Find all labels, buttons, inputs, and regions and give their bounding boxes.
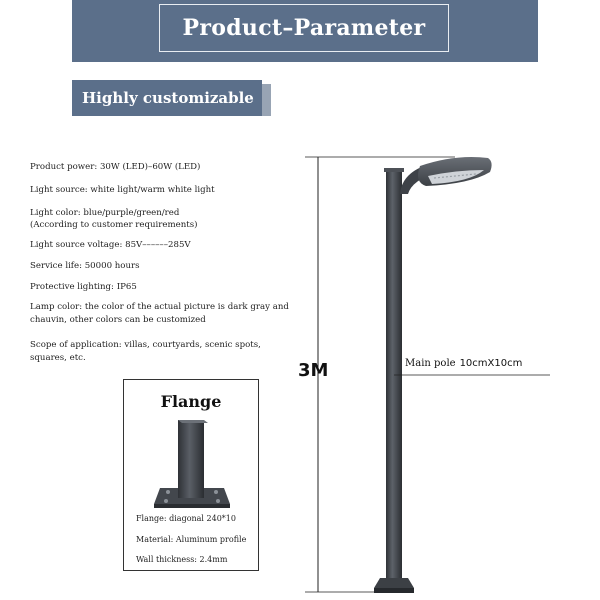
flange-plate-edge: [154, 504, 230, 508]
spec-scope: Scope of application: villas, courtyards, scenic spots,: [30, 340, 261, 350]
header-banner: [72, 0, 538, 62]
spec-scope-cont: squares, etc.: [30, 353, 86, 363]
spec-lamp-color-cont: chauvin, other colors can be customized: [30, 315, 206, 325]
flange-panel: [123, 379, 259, 571]
lamp-arm: [400, 164, 438, 194]
lamp-head: [418, 157, 492, 186]
lamp-led-row: [434, 174, 476, 178]
spec-light-source: Light source: white light/warm white light: [30, 185, 215, 195]
flange-pole-top: [178, 420, 208, 423]
spec-light-color-note: (According to customer requirements): [30, 220, 198, 230]
spec-protection: Protective lighting: IP65: [30, 282, 137, 292]
flange-pole-stub: [178, 420, 204, 498]
customizable-tag: [72, 80, 262, 116]
spec-light-color: Light color: blue/purple/green/red: [30, 208, 180, 218]
customizable-tag-label: Highly customizable: [82, 89, 254, 107]
flange-spec-material: Material: Aluminum profile: [136, 535, 247, 544]
pole-base-edge: [374, 588, 414, 593]
tag-accent-stripe: [262, 84, 271, 116]
height-label: 3M: [298, 360, 329, 381]
spec-power: Product power: 30W (LED)–60W (LED): [30, 162, 201, 172]
main-pole-label: [405, 358, 522, 369]
spec-lamp-color: Lamp color: the color of the actual picture is dark gray and: [30, 302, 289, 312]
flange-bolt-hole: [164, 499, 168, 503]
flange-bolt-hole: [216, 499, 220, 503]
main-pole-size: 10cmX10cm: [459, 358, 523, 369]
flange-spec-diagonal: Flange: diagonal 240*10: [136, 514, 236, 523]
spec-service-life: Service life: 50000 hours: [30, 261, 140, 271]
header-title-frame: [159, 4, 449, 52]
spec-voltage: Light source voltage: 85V––––––285V: [30, 240, 191, 250]
flange-title: Flange: [160, 392, 222, 411]
page-title: Product–Parameter: [182, 15, 426, 41]
flange-bolt-hole: [214, 490, 218, 494]
flange-bolt-hole: [166, 490, 170, 494]
flange-spec-thickness: Wall thickness: 2.4mm: [136, 555, 228, 564]
pole-cap: [384, 168, 404, 172]
lamp-lens: [428, 170, 484, 184]
main-pole-label-text: Main pole: [405, 358, 456, 369]
main-pole: [386, 170, 402, 582]
pole-base-plate: [374, 578, 414, 588]
